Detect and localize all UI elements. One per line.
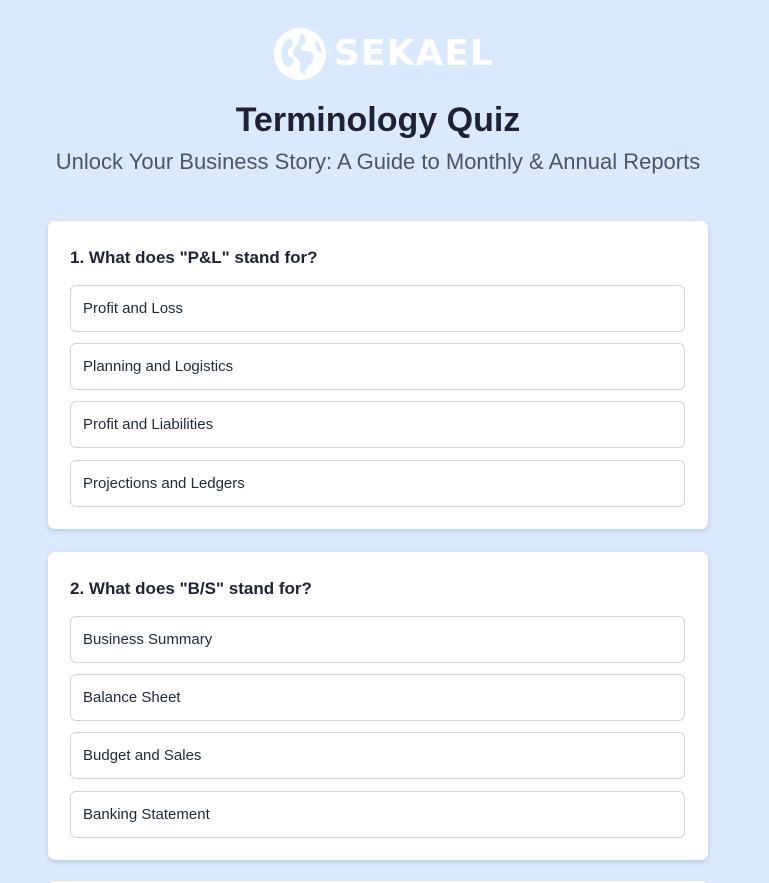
answer-option[interactable] <box>70 460 685 507</box>
question-text: 2. What does "B/S" stand for? <box>70 579 312 598</box>
answer-option-label: Business Summary <box>83 631 213 648</box>
answer-option-label: Profit and Liabilities <box>83 416 214 433</box>
brand-name: SEKAEL <box>334 33 494 74</box>
question-text: 1. What does "P&L" stand for? <box>70 248 318 267</box>
answer-option-label: Planning and Logistics <box>83 358 234 375</box>
answer-option-label: Profit and Loss <box>83 300 184 317</box>
brand-logo <box>272 26 494 82</box>
answer-option[interactable] <box>70 401 685 448</box>
answer-option[interactable] <box>70 285 685 332</box>
answer-option[interactable] <box>70 616 685 663</box>
question-card-1 <box>48 221 708 529</box>
answer-option-label: Projections and Ledgers <box>83 475 245 492</box>
answer-option[interactable] <box>70 343 685 390</box>
answer-option[interactable] <box>70 791 685 838</box>
answer-option[interactable] <box>70 732 685 779</box>
globe-s-icon <box>272 26 328 82</box>
page-title: Terminology Quiz <box>235 101 521 139</box>
page-subtitle: Unlock Your Business Story: A Guide to Monthly & Annual Reports <box>55 149 701 174</box>
answer-option[interactable] <box>70 674 685 721</box>
question-card-2 <box>48 552 708 860</box>
answer-option-label: Banking Statement <box>83 806 210 823</box>
answer-option-label: Balance Sheet <box>83 689 181 706</box>
answer-option-label: Budget and Sales <box>83 747 202 764</box>
